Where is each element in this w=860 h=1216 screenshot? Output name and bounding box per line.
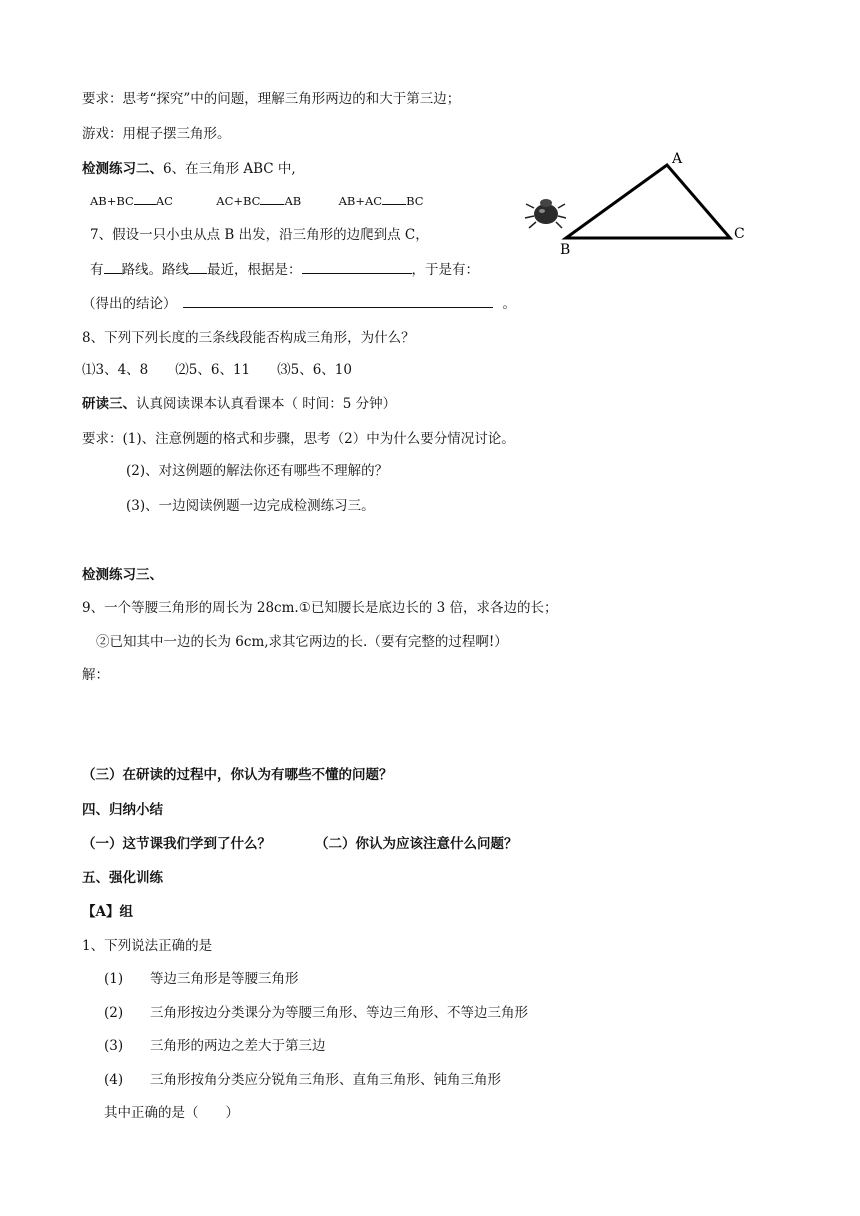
check3-heading: 检测练习三、 bbox=[82, 567, 163, 583]
q7-conclusion bbox=[82, 295, 516, 313]
check2-q6 bbox=[82, 160, 296, 178]
vertex-label-b: B bbox=[560, 242, 571, 258]
triangle-abc bbox=[566, 165, 730, 238]
conclusion-blank[interactable] bbox=[183, 295, 493, 308]
requirement-line: 要求：思考“探究”中的问题，理解三角形两边的和大于第三边； bbox=[82, 91, 461, 107]
q9-line1: 9、一个等腰三角形的周长为 28cm.①已知腰长是底边长的 3 倍，求各边的长； bbox=[82, 600, 558, 616]
q8-text: 8、下列下列长度的三条线段能否构成三角形，为什么？ bbox=[82, 330, 415, 346]
section4-heading: 四、归纳小结 bbox=[82, 802, 163, 818]
ineq1-blank[interactable] bbox=[134, 192, 156, 205]
triangle-figure bbox=[522, 148, 752, 258]
study3-req3: (3)、一边阅读例题一边完成检测练习三。 bbox=[126, 498, 375, 514]
check2-heading: 检测练习二、 bbox=[82, 161, 163, 177]
group-a-label: 【A】组 bbox=[82, 904, 133, 920]
conclusion-label: （得出的结论） bbox=[82, 296, 177, 312]
study3-text: 认真阅读课本认真看课本（ 时间：5 分钟） bbox=[136, 396, 397, 412]
list-item bbox=[104, 970, 299, 988]
list-item bbox=[104, 1037, 326, 1055]
study3-req1: 要求：(1)、注意例题的格式和步骤，思考（2）中为什么要分情况讨论。 bbox=[82, 431, 515, 447]
vertex-label-a: A bbox=[672, 151, 683, 167]
q8-options: ⑴3、4、8 ⑵5、6、11 ⑶5、6、10 bbox=[82, 362, 352, 378]
answer-label: 解： bbox=[82, 667, 109, 683]
q7-blank-reason[interactable] bbox=[302, 261, 412, 274]
section3-question: （三）在研读的过程中，你认为有哪些不懂的问题？ bbox=[82, 767, 393, 783]
ineq2-blank[interactable] bbox=[260, 192, 284, 205]
q7-blank-route[interactable] bbox=[189, 261, 207, 274]
ineq3-right: BC bbox=[406, 194, 424, 208]
study3-heading: 研读三、 bbox=[82, 396, 136, 412]
q7-a: 有 bbox=[90, 262, 104, 278]
item-number: (3) bbox=[104, 1038, 124, 1054]
q9-line2: ②已知其中一边的长为 6cm,求其它两边的长.（要有完整的过程啊!） bbox=[96, 634, 508, 650]
item-number: (2) bbox=[104, 1005, 124, 1021]
q7-line2 bbox=[90, 261, 479, 279]
q7-line1: 7、假设一只小虫从点 B 出发，沿三角形的边爬到点 C， bbox=[90, 227, 429, 243]
summary-q2: （二）你认为应该注意什么问题？ bbox=[315, 836, 518, 852]
q7-c: 最近，根据是： bbox=[207, 262, 302, 278]
ineq1-left: AB+BC bbox=[90, 194, 134, 208]
vertex-label-c: C bbox=[734, 226, 745, 242]
summary-q1: （一）这节课我们学到了什么？ bbox=[82, 836, 271, 852]
item-number: (1) bbox=[104, 971, 124, 987]
q7-d: ，于是有： bbox=[411, 262, 479, 278]
ineq2-left: AC+BC bbox=[216, 194, 261, 208]
section4-questions bbox=[82, 835, 518, 853]
item-text: 三角形按边分类课分为等腰三角形、等边三角形、不等边三角形 bbox=[150, 1005, 528, 1021]
s5-q1: 1、下列说法正确的是 bbox=[82, 938, 213, 954]
ineq3-left: AB+AC bbox=[338, 194, 383, 208]
ineq2-right: AB bbox=[284, 194, 302, 208]
study3-req2: (2)、对这例题的解法你还有哪些不理解的？ bbox=[126, 463, 389, 479]
game-line: 游戏：用棍子摆三角形。 bbox=[82, 126, 231, 142]
list-item bbox=[104, 1004, 528, 1022]
q7-b: 路线。路线 bbox=[121, 262, 189, 278]
conclusion-end: 。 bbox=[502, 296, 516, 312]
item-text: 三角形按角分类应分锐角三角形、直角三角形、钝角三角形 bbox=[150, 1072, 501, 1088]
study3-line bbox=[82, 395, 396, 413]
item-text: 三角形的两边之差大于第三边 bbox=[150, 1038, 326, 1054]
answer-prompt: 其中正确的是（ ） bbox=[104, 1105, 239, 1121]
section5-heading: 五、强化训练 bbox=[82, 870, 163, 886]
ineq3-blank[interactable] bbox=[382, 192, 406, 205]
inequalities-row bbox=[90, 192, 424, 210]
bug-icon bbox=[525, 199, 566, 228]
q6-text: 6、在三角形 ABC 中, bbox=[163, 161, 296, 177]
list-item bbox=[104, 1071, 501, 1089]
ineq1-right: AC bbox=[155, 194, 173, 208]
q7-blank-count[interactable] bbox=[104, 261, 122, 274]
item-number: (4) bbox=[104, 1072, 124, 1088]
item-text: 等边三角形是等腰三角形 bbox=[150, 971, 299, 987]
